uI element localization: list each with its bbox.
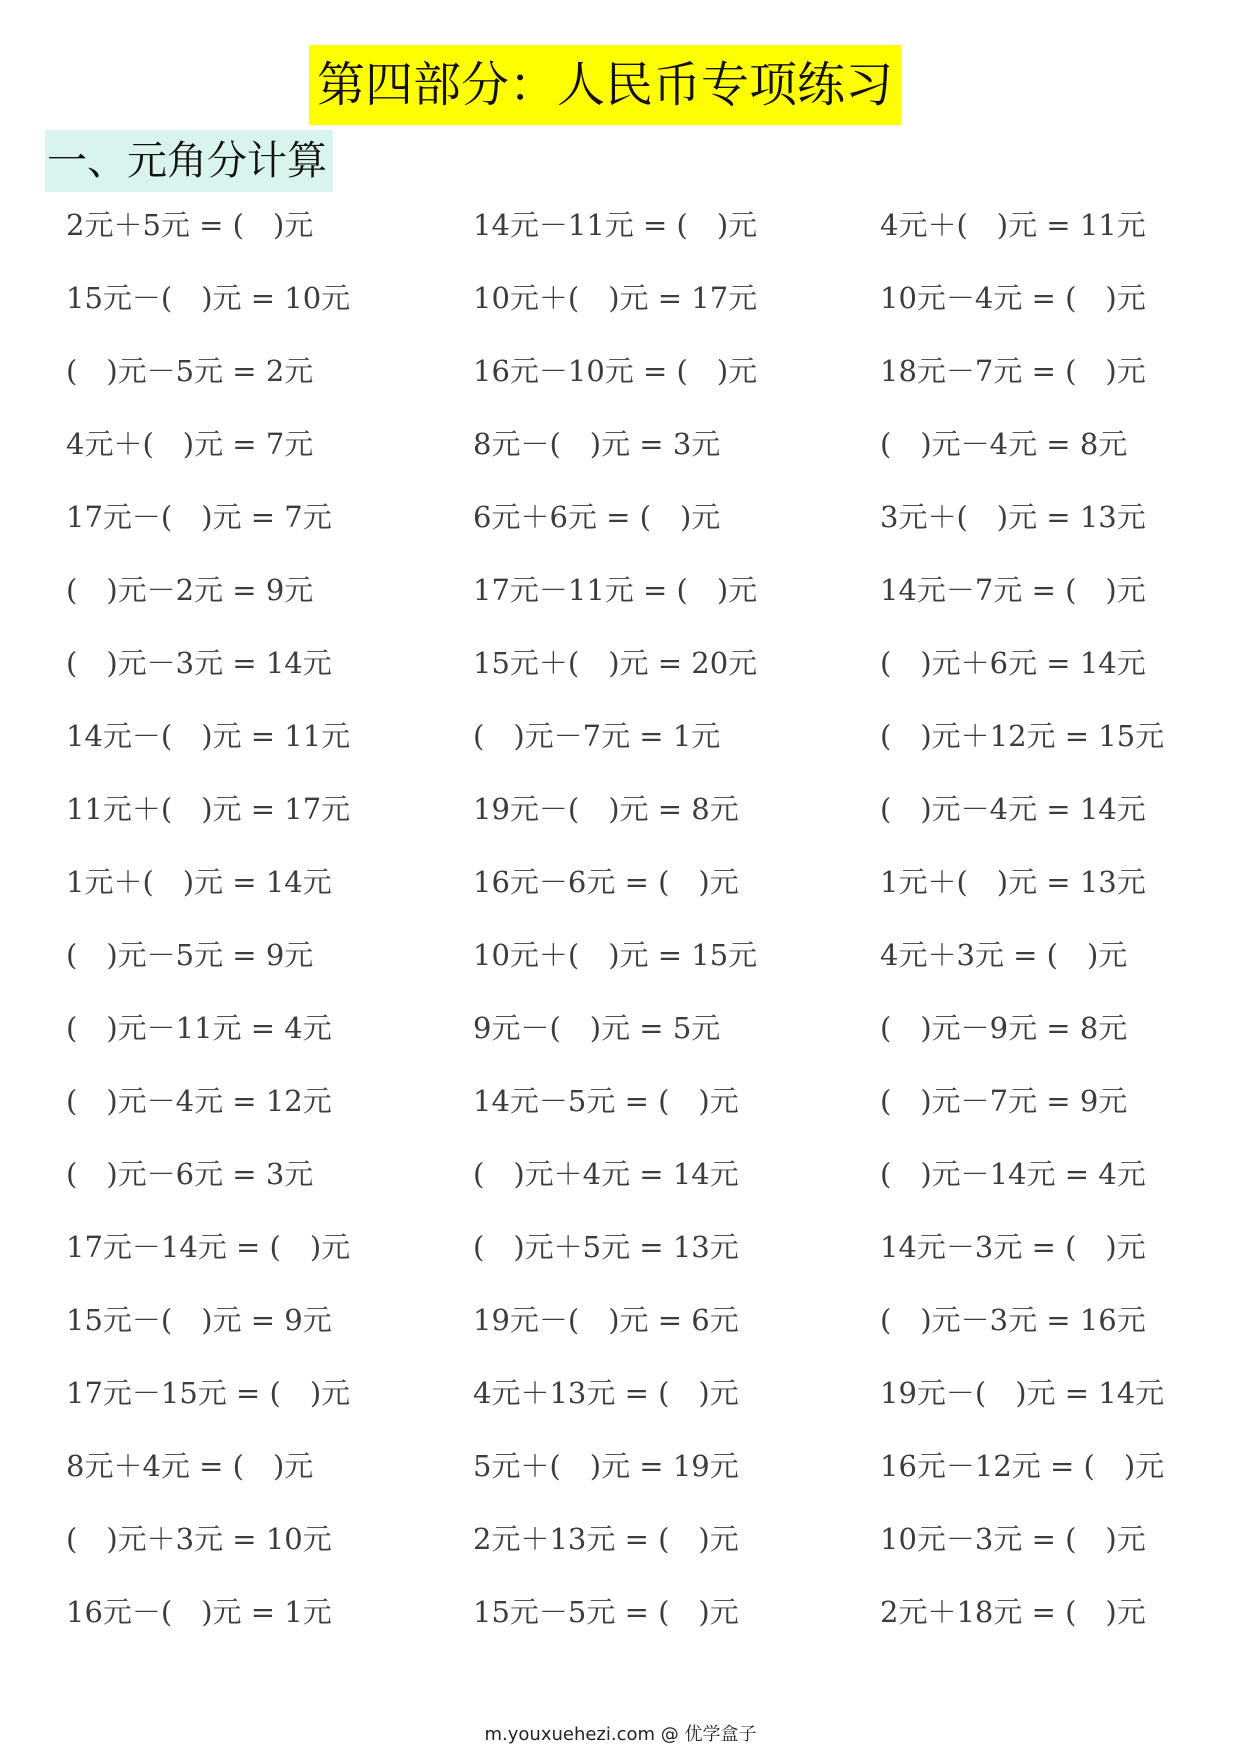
problem-item: 2元＋5元 = ( )元 <box>66 208 314 242</box>
problem-item: ( )元－14元 = 4元 <box>880 1157 1146 1191</box>
problem-item: 14元－3元 = ( )元 <box>880 1230 1146 1264</box>
problem-item: 14元－( )元 = 11元 <box>66 719 351 753</box>
problem-item: 16元－10元 = ( )元 <box>473 354 758 388</box>
problem-item: ( )元－4元 = 12元 <box>66 1084 332 1118</box>
page-title: 第四部分：人民币专项练习 <box>309 45 901 125</box>
problem-item: 19元－( )元 = 14元 <box>880 1376 1165 1410</box>
problem-item: 1元＋( )元 = 14元 <box>66 865 332 899</box>
problem-item: ( )元＋5元 = 13元 <box>473 1230 739 1264</box>
problem-item: 14元－11元 = ( )元 <box>473 208 758 242</box>
problem-item: 16元－6元 = ( )元 <box>473 865 739 899</box>
problem-item: ( )元－3元 = 16元 <box>880 1303 1146 1337</box>
problem-item: ( )元＋4元 = 14元 <box>473 1157 739 1191</box>
problem-item: ( )元－7元 = 1元 <box>473 719 721 753</box>
problem-item: 10元－4元 = ( )元 <box>880 281 1146 315</box>
problem-item: ( )元－3元 = 14元 <box>66 646 332 680</box>
problem-item: 17元－11元 = ( )元 <box>473 573 758 607</box>
problem-item: 8元＋4元 = ( )元 <box>66 1449 314 1483</box>
problem-item: ( )元－5元 = 2元 <box>66 354 314 388</box>
problem-item: 4元＋( )元 = 11元 <box>880 208 1146 242</box>
problem-item: 19元－( )元 = 6元 <box>473 1303 739 1337</box>
problem-item: 4元＋3元 = ( )元 <box>880 938 1128 972</box>
problem-item: 2元＋13元 = ( )元 <box>473 1522 739 1556</box>
footer-watermark: m.youxuehezi.com @ 优学盒子 <box>484 1724 757 1745</box>
problem-item: ( )元－9元 = 8元 <box>880 1011 1128 1045</box>
problem-item: 14元－7元 = ( )元 <box>880 573 1146 607</box>
section-heading: 一、元角分计算 <box>45 130 333 192</box>
problem-item: 4元＋( )元 = 7元 <box>66 427 314 461</box>
problem-item: 17元－14元 = ( )元 <box>66 1230 351 1264</box>
problem-item: 16元－( )元 = 1元 <box>66 1595 332 1629</box>
problem-grid <box>66 200 1206 1660</box>
problem-item: 9元－( )元 = 5元 <box>473 1011 721 1045</box>
problem-item: 15元－( )元 = 10元 <box>66 281 351 315</box>
problem-item: 4元＋13元 = ( )元 <box>473 1376 739 1410</box>
problem-item: 8元－( )元 = 3元 <box>473 427 721 461</box>
problem-item: 16元－12元 = ( )元 <box>880 1449 1165 1483</box>
problem-item: ( )元＋3元 = 10元 <box>66 1522 332 1556</box>
problem-item: 10元＋( )元 = 17元 <box>473 281 758 315</box>
problem-item: 11元＋( )元 = 17元 <box>66 792 351 826</box>
problem-item: ( )元＋6元 = 14元 <box>880 646 1146 680</box>
problem-item: 10元＋( )元 = 15元 <box>473 938 758 972</box>
problem-item: ( )元－6元 = 3元 <box>66 1157 314 1191</box>
problem-item: 17元－15元 = ( )元 <box>66 1376 351 1410</box>
problem-item: 19元－( )元 = 8元 <box>473 792 739 826</box>
problem-item: 3元＋( )元 = 13元 <box>880 500 1146 534</box>
problem-item: ( )元－11元 = 4元 <box>66 1011 332 1045</box>
problem-item: 15元＋( )元 = 20元 <box>473 646 758 680</box>
problem-item: 15元－5元 = ( )元 <box>473 1595 739 1629</box>
problem-item: 1元＋( )元 = 13元 <box>880 865 1146 899</box>
problem-item: 6元＋6元 = ( )元 <box>473 500 721 534</box>
problem-item: 17元－( )元 = 7元 <box>66 500 332 534</box>
problem-item: ( )元－4元 = 8元 <box>880 427 1128 461</box>
problem-item: 2元＋18元 = ( )元 <box>880 1595 1146 1629</box>
problem-item: ( )元－7元 = 9元 <box>880 1084 1128 1118</box>
problem-item: ( )元－4元 = 14元 <box>880 792 1146 826</box>
problem-item: 5元＋( )元 = 19元 <box>473 1449 739 1483</box>
problem-item: 18元－7元 = ( )元 <box>880 354 1146 388</box>
problem-item: ( )元－2元 = 9元 <box>66 573 314 607</box>
problem-item: ( )元＋12元 = 15元 <box>880 719 1165 753</box>
problem-item: 15元－( )元 = 9元 <box>66 1303 332 1337</box>
problem-item: 10元－3元 = ( )元 <box>880 1522 1146 1556</box>
problem-item: 14元－5元 = ( )元 <box>473 1084 739 1118</box>
problem-item: ( )元－5元 = 9元 <box>66 938 314 972</box>
